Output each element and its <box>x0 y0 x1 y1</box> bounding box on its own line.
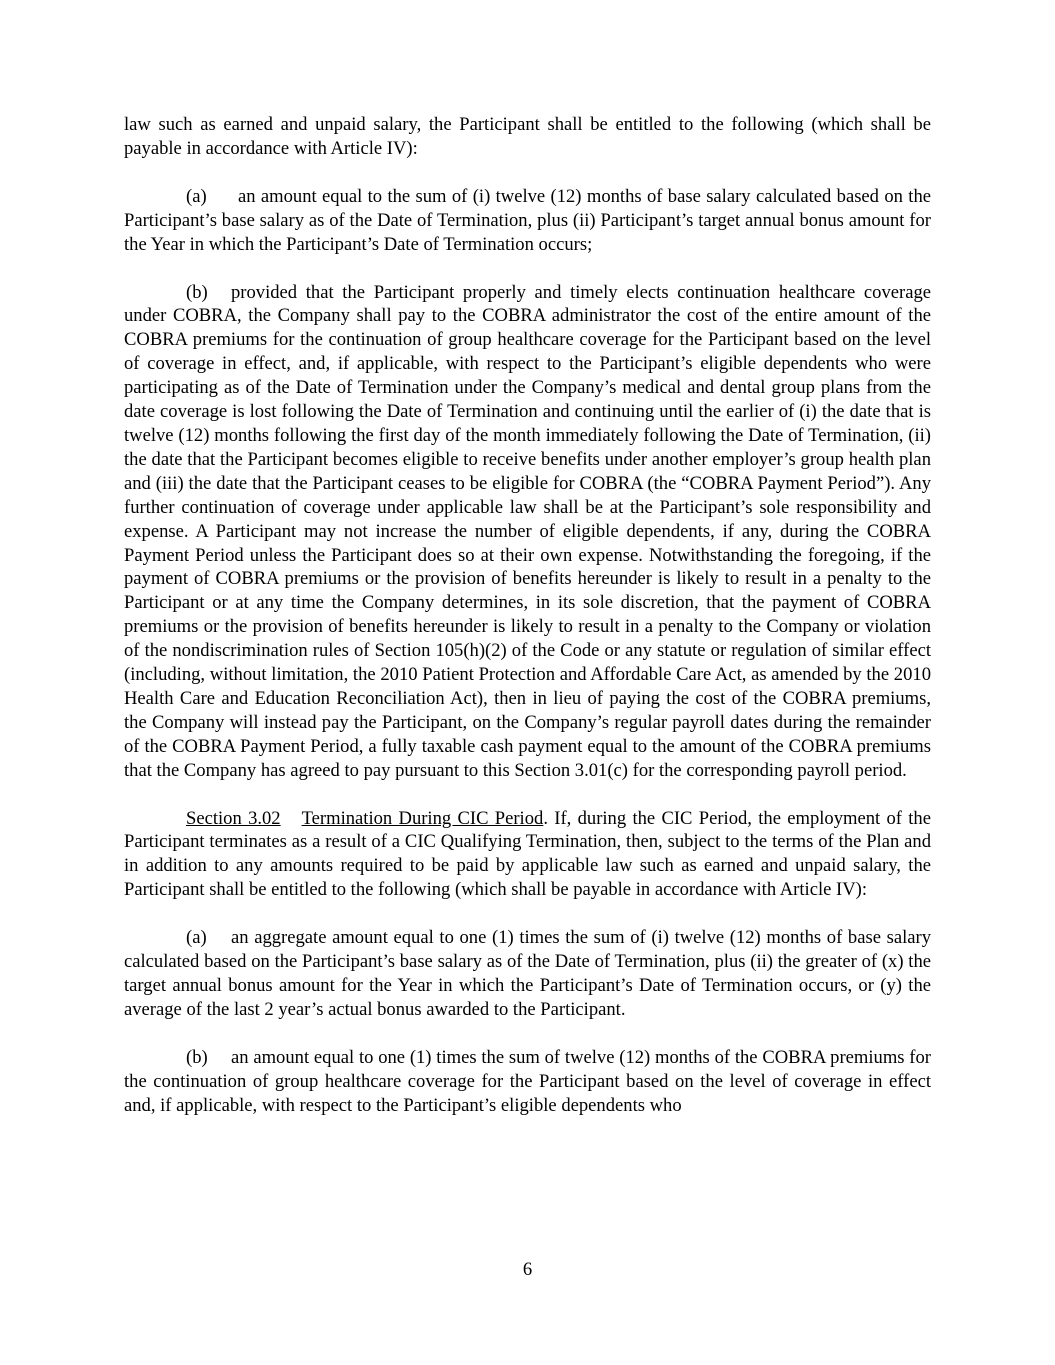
paragraph-text: law such as earned and unpaid salary, the Participant shall be entitled to the following (which shall be payable in accordance with Article IV): <box>124 114 931 159</box>
page-number: 6 <box>522 1259 533 1280</box>
clause-text: an amount equal to the sum of (i) twelve (12) months of base salary calculated based on the Participant’s base salary as of the Date of Termination, plus (ii) Participant’s target annual bonus amount for the Year in which the Participant’s Date of Termination occurs; <box>124 185 931 255</box>
clause-3-02-a <box>124 926 931 1022</box>
clause-3-01-b <box>124 281 931 783</box>
section-text: . If, during the CIC Period, the employment of the Participant terminates as a result of a CIC Qualifying Termination, then, subject to the terms of the Plan and in addition to any amounts required to be paid by applicable law such as earned and unpaid salary, the Participant shall be entitled to the following (which shall be payable in accordance with Article IV): <box>124 807 931 901</box>
clause-label: (a) <box>186 185 207 207</box>
clause-3-02-b <box>124 1046 931 1118</box>
section-heading: Termination During CIC Period <box>301 807 544 829</box>
document-body <box>124 113 931 1142</box>
clause-3-01-a <box>124 185 931 257</box>
section-3-02 <box>124 807 931 903</box>
clause-text: an amount equal to one (1) times the sum of twelve (12) months of the COBRA premiums for the continuation of group healthcare coverage for the Participant based on the level of coverage in effect and, if applicable, with respect to the Participant’s eligible dependents who <box>124 1046 931 1116</box>
clause-label: (b) <box>186 1046 208 1068</box>
section-number: Section 3.02 <box>186 807 281 829</box>
clause-label: (b) <box>186 281 208 303</box>
clause-label: (a) <box>186 927 207 949</box>
clause-text: provided that the Participant properly and timely elects continuation healthcare coverage under COBRA, the Company shall pay to the COBRA administrator the cost of the entire amount of the COBRA premiums for the continuation of group healthcare coverage for the Participant based on the level of coverage in effect, and, if applicable, with respect to the Participant’s eligible dependents who were participating as of the Date of Termination under the Company’s medical and dental group plans from the date coverage is lost following the Date of Termination and continuing until the earlier of (i) the date that is twelve (12) months following the first day of the month immediately following the Date of Termination, (ii) the date that the Participant becomes eligible to receive benefits under another employer’s group health plan and (iii) the date that the Participant ceases to be eligible for COBRA (the “COBRA Payment Period”). Any further continuation of coverage under applicable law shall be at the Participant’s sole responsibility and expense. A Participant may not increase the number of eligible dependents, if any, during the COBRA Payment Period unless the Participant does so at their own expense. Notwithstanding the foregoing, if the payment of COBRA premiums or the provision of benefits hereunder is likely to result in a penalty to the Participant or at any time the Company determines, in its sole discretion, that the payment of COBRA premiums or the provision of benefits hereunder is likely to result in a penalty to the Company or violation of the nondiscrimination rules of Section 105(h)(2) of the Code or any statute or regulation of similar effect (including, without limitation, the 2010 Patient Protection and Affordable Care Act, as amended by the 2010 Health Care and Education Reconciliation Act), then in lieu of paying the cost of the COBRA premiums, the Company will instead pay the Participant, on the Company’s regular payroll dates during the remainder of the COBRA Payment Period, a fully taxable cash payment equal to the amount of the COBRA premiums that the Company has agreed to pay pursuant to this Section 3.01(c) for the corresponding payroll period. <box>124 281 931 781</box>
clause-text: an aggregate amount equal to one (1) times the sum of (i) twelve (12) months of base salary calculated based on the Participant’s base salary as of the Date of Termination, plus (ii) the greater of (x) the target annual bonus amount for the Year in which the Participant’s Date of Termination occurs, or (y) the average of the last 2 year’s actual bonus awarded to the Participant. <box>124 927 931 1020</box>
paragraph-continuation <box>124 113 931 161</box>
